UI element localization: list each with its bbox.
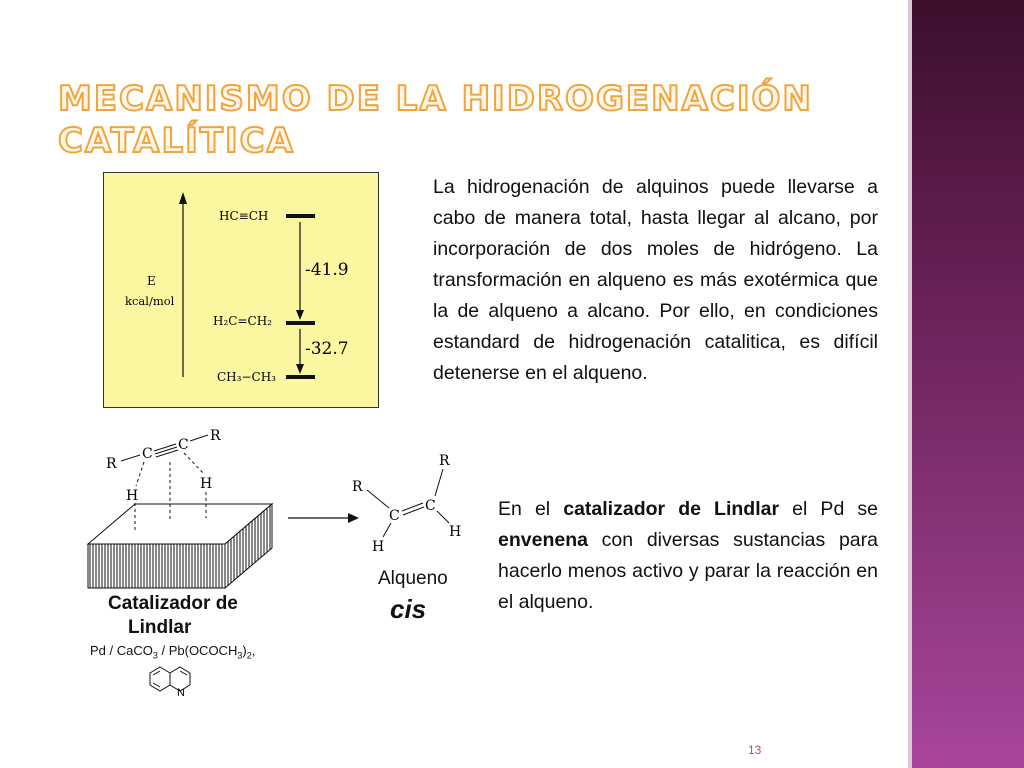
catalyst-surface-front [88, 544, 225, 588]
atom-h-right: H [200, 476, 213, 492]
alkene-atom-h-right: H [449, 524, 462, 540]
atom-c-left: C [142, 446, 153, 462]
product-label: Alqueno [378, 568, 448, 589]
decorative-sidebar [912, 0, 1024, 768]
product-stereo-label: cis [390, 594, 427, 624]
lindlar-paragraph-bold2: envenena [498, 529, 588, 551]
energy-axis-label-unit: kcal/mol [125, 294, 175, 308]
atom-c-right: C [178, 437, 189, 453]
cis-alkene-structure [345, 445, 485, 560]
title-line-1: MECANISMO DE LA HIDROGENACIÓN [58, 79, 813, 119]
alkene-atom-h-left: H [372, 539, 385, 555]
page-number: 13 [748, 743, 762, 757]
bond-c-r-right [190, 435, 208, 441]
alkene-atom-r-left: R [352, 479, 363, 495]
lindlar-paragraph [498, 494, 878, 618]
bond-c-r-top [435, 469, 443, 496]
delta2-value: -32.7 [305, 339, 349, 359]
level-alkyne-label: HC≡CH [219, 209, 269, 223]
level-alkene-label: H₂C=CH₂ [213, 314, 272, 328]
delta1-value: -41.9 [305, 260, 349, 280]
lindlar-paragraph-bold1: catalizador de Lindlar [563, 498, 780, 520]
quinoline-nitrogen: N [177, 687, 185, 699]
catalyst-label-line1: Catalizador de [108, 593, 238, 614]
lindlar-paragraph-part2: el Pd se [779, 498, 878, 520]
atom-r-left: R [106, 456, 117, 472]
triple-bond-2 [155, 447, 177, 454]
lindlar-paragraph-part3: con diversas sustancias para hacerlo menos activo y parar la reacción en el alqueno. [498, 529, 878, 613]
energy-axis-label-e: E [147, 274, 156, 288]
alkene-atom-c-left: C [389, 508, 400, 524]
quinoline-structure [150, 667, 190, 699]
bond-c-h-left [383, 523, 391, 537]
bond-r-c-left [367, 490, 389, 508]
triple-bond-3 [156, 450, 178, 457]
lindlar-paragraph-part1: En el [498, 498, 564, 520]
catalyst-label-line2: Lindlar [128, 617, 192, 638]
dashed-bond-c-h-right [184, 453, 204, 474]
atom-h-left: H [126, 488, 139, 504]
dashed-bond-c-h-left [136, 462, 144, 486]
triple-bond-1 [154, 444, 176, 451]
intro-paragraph: La hidrogenación de alquinos puede llevarse a cabo de manera total, hasta llegar al alcano, por incorporación de dos moles de hidrógeno. La transformación en alqueno es más exotérmica que la de alqueno a alcano. Por ello, en condiciones estandard de hidrogenación catalitica, es difícil detenerse en el alqueno. [433, 176, 878, 384]
bond-r-c-left [121, 455, 140, 461]
slide-title [58, 78, 813, 162]
double-bond-2 [403, 507, 424, 515]
double-bond-1 [402, 503, 423, 511]
title-line-2: CATALÍTICA [58, 121, 295, 161]
bond-c-h-right [437, 511, 449, 523]
energy-diagram [103, 172, 379, 408]
alkene-atom-c-right: C [425, 498, 436, 514]
level-alkane-label: CH₃−CH₃ [217, 370, 276, 384]
alkene-atom-r-top: R [439, 453, 450, 469]
catalyst-reagents: Pd / CaCO$_3$ / $Pb(OCOCH_3)_2$, [90, 643, 256, 661]
atom-r-right: R [210, 428, 221, 444]
